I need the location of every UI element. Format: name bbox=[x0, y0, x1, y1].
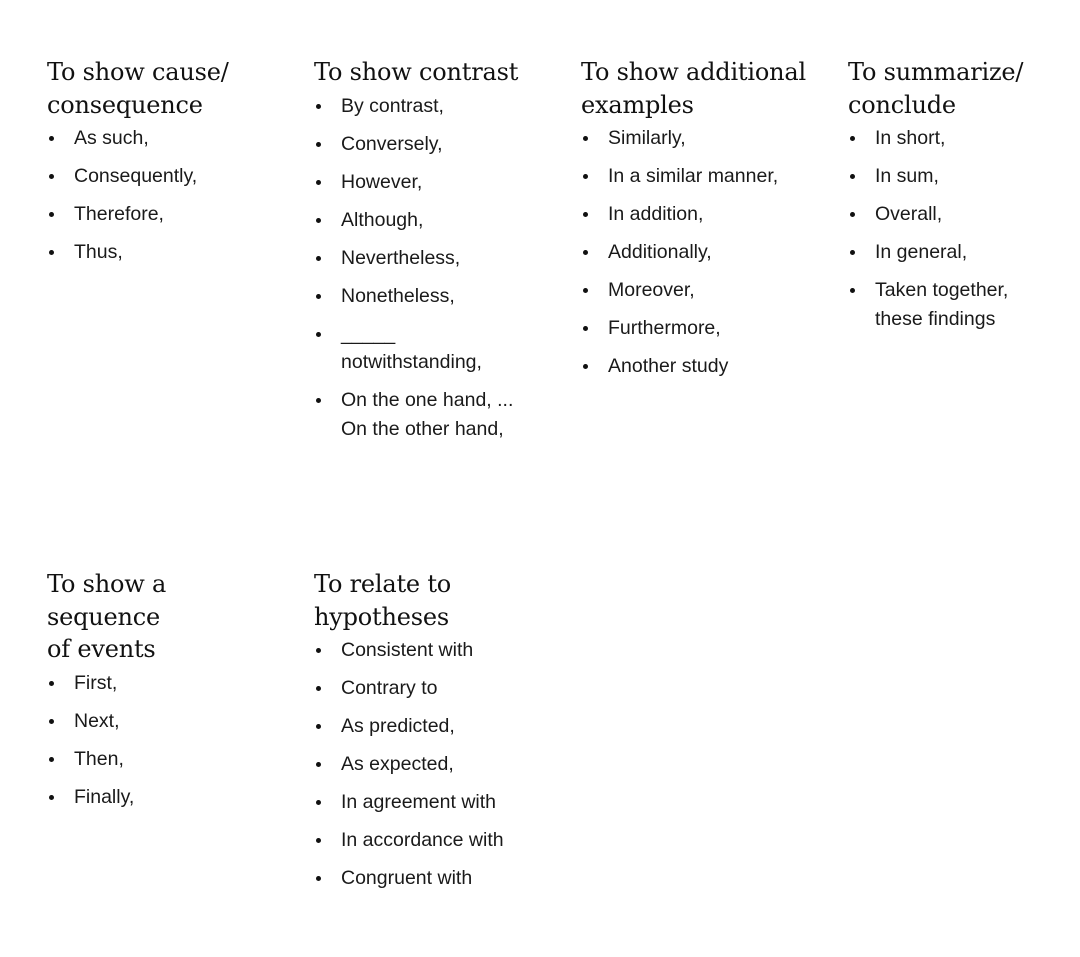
list-item: Nonetheless, bbox=[314, 282, 564, 311]
list-item: Overall, bbox=[848, 200, 1068, 229]
section-contrast bbox=[314, 56, 564, 453]
list-item: Thus, bbox=[47, 238, 297, 267]
transition-list bbox=[581, 124, 831, 381]
transition-list bbox=[47, 669, 297, 812]
list-item: In addition, bbox=[581, 200, 831, 229]
list-item: Consistent with bbox=[314, 636, 564, 665]
transition-list bbox=[314, 636, 564, 893]
section-heading: To show contrast bbox=[314, 58, 519, 86]
section-sequence-of-events bbox=[47, 568, 297, 821]
section-additional-examples bbox=[581, 56, 831, 390]
list-item: Furthermore, bbox=[581, 314, 831, 343]
transition-list bbox=[314, 92, 564, 444]
list-item: Similarly, bbox=[581, 124, 831, 153]
list-item: Contrary to bbox=[314, 674, 564, 703]
list-item: As expected, bbox=[314, 750, 564, 779]
list-item: On the one hand, ... On the other hand, bbox=[314, 386, 564, 443]
list-item: Finally, bbox=[47, 783, 297, 812]
list-item: As predicted, bbox=[314, 712, 564, 741]
transition-list bbox=[47, 124, 297, 267]
list-item: In short, bbox=[848, 124, 1068, 153]
section-summarize-conclude bbox=[848, 56, 1068, 343]
section-heading: To show cause/ consequence bbox=[47, 58, 229, 119]
list-item: By contrast, bbox=[314, 92, 564, 121]
list-item: However, bbox=[314, 168, 564, 197]
list-item: Nevertheless, bbox=[314, 244, 564, 273]
list-item: In agreement with bbox=[314, 788, 564, 817]
list-item: Therefore, bbox=[47, 200, 297, 229]
list-item: Moreover, bbox=[581, 276, 831, 305]
list-item: Next, bbox=[47, 707, 297, 736]
list-item: Conversely, bbox=[314, 130, 564, 159]
list-item: First, bbox=[47, 669, 297, 698]
list-item: Additionally, bbox=[581, 238, 831, 267]
list-item: In sum, bbox=[848, 162, 1068, 191]
list-item: In accordance with bbox=[314, 826, 564, 855]
list-item: Another study bbox=[581, 352, 831, 381]
section-heading: To summarize/ conclude bbox=[848, 58, 1024, 119]
list-item: Consequently, bbox=[47, 162, 297, 191]
section-heading: To show additional examples bbox=[581, 58, 806, 119]
list-item: Although, bbox=[314, 206, 564, 235]
list-item: In general, bbox=[848, 238, 1068, 267]
section-cause-consequence bbox=[47, 56, 297, 276]
list-item: Congruent with bbox=[314, 864, 564, 893]
transition-list bbox=[848, 124, 1068, 333]
list-item: Then, bbox=[47, 745, 297, 774]
list-item: As such, bbox=[47, 124, 297, 153]
section-relate-to-hypotheses bbox=[314, 568, 564, 902]
list-item: In a similar manner, bbox=[581, 162, 831, 191]
section-heading: To relate to hypotheses bbox=[314, 570, 452, 631]
section-heading: To show a sequence of events bbox=[47, 570, 167, 663]
list-item: Taken together, these findings bbox=[848, 276, 1068, 333]
list-item: _____ notwithstanding, bbox=[314, 320, 564, 377]
